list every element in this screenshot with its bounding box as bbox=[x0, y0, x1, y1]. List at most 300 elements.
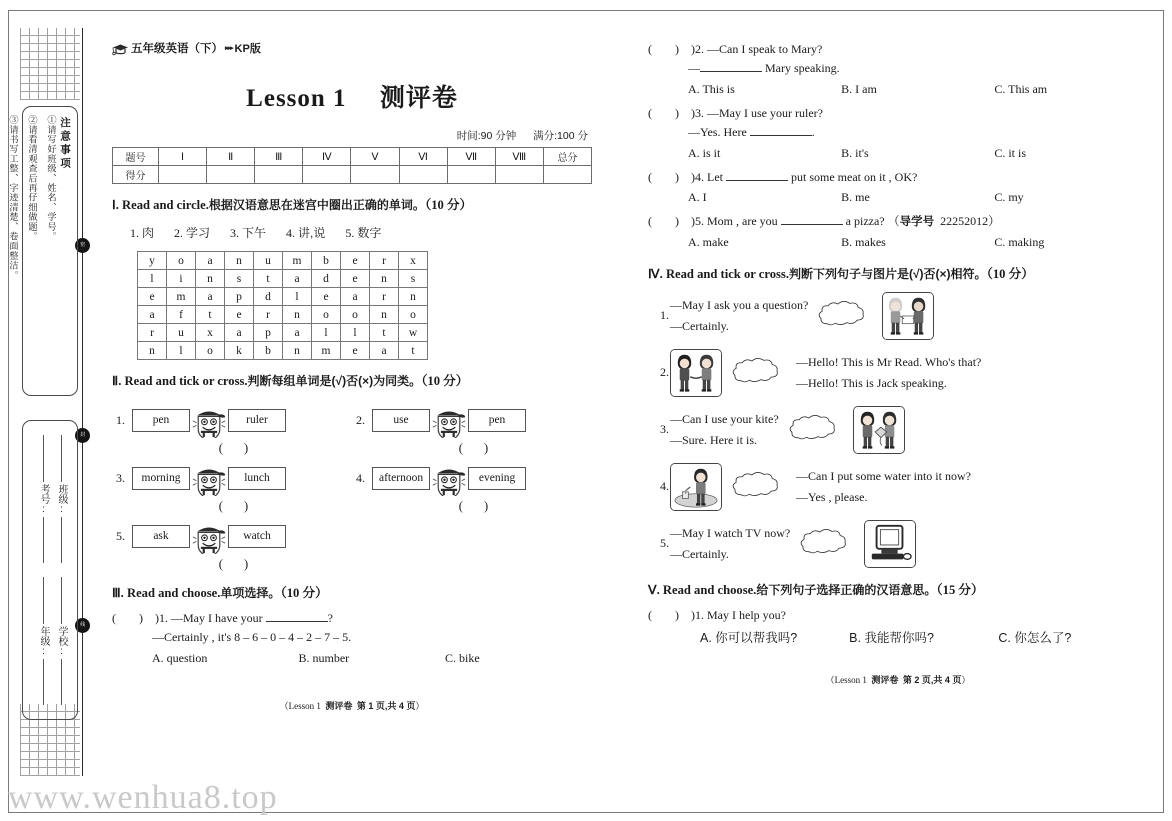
footer-paper-cn: 测评卷 bbox=[871, 675, 899, 686]
notice-title: 注意事项 bbox=[59, 117, 71, 171]
maze-cell[interactable]: a bbox=[138, 306, 167, 324]
picture-judgement-row bbox=[648, 520, 1148, 568]
score-col-total: 总分 bbox=[543, 148, 591, 166]
maze-cell[interactable]: m bbox=[167, 288, 196, 306]
field-rule bbox=[61, 577, 62, 624]
section-2-heading bbox=[112, 373, 592, 390]
pair-number: 2. bbox=[356, 412, 365, 427]
answer-blank[interactable] bbox=[726, 170, 788, 181]
maze-cell[interactable]: r bbox=[370, 288, 399, 306]
maze-row bbox=[138, 252, 428, 270]
sentence-line-2: —Hello! This is Jack speaking. bbox=[796, 375, 947, 390]
option-c[interactable]: C. my bbox=[994, 190, 1024, 205]
question-text: Let bbox=[707, 169, 726, 184]
seal-line bbox=[82, 28, 83, 776]
field-rule bbox=[43, 517, 44, 564]
word-box-left[interactable]: ask bbox=[132, 525, 190, 548]
maze-cell[interactable]: b bbox=[312, 252, 341, 270]
answer-bracket[interactable]: ( ) bbox=[458, 499, 498, 513]
notice-list bbox=[6, 115, 58, 387]
section-points: （15 分） bbox=[936, 582, 984, 597]
maze-cell[interactable]: e bbox=[341, 342, 370, 360]
picture-two-kids-talking bbox=[882, 292, 934, 340]
item-number: 4. bbox=[660, 479, 669, 494]
score-col-1: Ⅰ bbox=[159, 148, 207, 166]
list-item bbox=[230, 224, 266, 241]
options-3-1 bbox=[152, 651, 592, 666]
maze-cell[interactable]: a bbox=[283, 324, 312, 342]
score-col-7: Ⅶ bbox=[447, 148, 495, 166]
word-text: 讲,说 bbox=[298, 226, 326, 240]
score-row-label: 得分 bbox=[113, 166, 159, 184]
page-title bbox=[112, 78, 592, 114]
option-a[interactable]: A. question bbox=[152, 650, 208, 665]
section-title-cn: 判断每组单词是(√)否(×)为同类。 bbox=[247, 374, 422, 388]
options-3-2 bbox=[688, 82, 1148, 97]
page-footer-right bbox=[648, 673, 1148, 686]
sentence-line-2: —Certainly. bbox=[670, 546, 729, 561]
word-box-left[interactable]: use bbox=[372, 409, 430, 432]
maze-cell[interactable]: l bbox=[341, 324, 370, 342]
footer-close-paren: ） bbox=[961, 675, 971, 686]
score-table-value-row bbox=[113, 166, 592, 184]
maze-cell[interactable]: n bbox=[283, 306, 312, 324]
pair-group bbox=[112, 402, 352, 456]
pair-main bbox=[352, 460, 592, 496]
maze-cell[interactable]: l bbox=[312, 324, 341, 342]
maze-cell[interactable]: o bbox=[312, 306, 341, 324]
option-c[interactable]: C. making bbox=[994, 234, 1045, 249]
hatch-pattern-top bbox=[20, 28, 80, 100]
maze-cell[interactable]: r bbox=[138, 324, 167, 342]
option-c[interactable]: C. it is bbox=[994, 145, 1027, 160]
item-sentences bbox=[796, 466, 971, 508]
maze-cell[interactable]: m bbox=[283, 252, 312, 270]
word-box-right[interactable]: watch bbox=[228, 525, 286, 548]
word-index: 1. bbox=[130, 226, 139, 240]
section-points: （10 分） bbox=[421, 374, 469, 388]
sentence-line-1: —May I watch TV now? bbox=[670, 525, 791, 540]
pair-group bbox=[112, 518, 352, 572]
question-line-1: May I help you? bbox=[707, 607, 786, 622]
maze-cell[interactable]: n bbox=[370, 270, 399, 288]
thought-bubble-icon[interactable] bbox=[732, 472, 786, 502]
field-label: 班级: bbox=[56, 483, 67, 515]
answer-bracket[interactable]: ( ) bbox=[648, 42, 689, 56]
score-cell[interactable] bbox=[399, 166, 447, 184]
question-text: —May I have your bbox=[171, 611, 266, 625]
guide-number: 22252012 bbox=[940, 214, 989, 229]
question-line-1 bbox=[707, 214, 1000, 228]
question-number: )5. bbox=[691, 214, 704, 229]
maze-cell[interactable]: l bbox=[167, 342, 196, 360]
option-a[interactable]: A. is it bbox=[688, 145, 721, 160]
score-col-3: Ⅲ bbox=[255, 148, 303, 166]
field-exam-number[interactable] bbox=[38, 435, 49, 563]
section-title-cn: 单项选择。 bbox=[220, 586, 281, 600]
maze-cell[interactable]: a bbox=[196, 252, 225, 270]
item-sentences bbox=[796, 352, 981, 394]
maze-cell[interactable]: d bbox=[312, 270, 341, 288]
picture-two-kids-kite bbox=[853, 406, 905, 454]
maze-cell[interactable]: t bbox=[254, 270, 283, 288]
answer-blank[interactable] bbox=[781, 214, 843, 225]
score-col-2: Ⅱ bbox=[207, 148, 255, 166]
maze-cell[interactable]: a bbox=[283, 270, 312, 288]
maze-cell[interactable]: n bbox=[370, 306, 399, 324]
mascot-icon bbox=[191, 402, 227, 438]
maze-cell[interactable]: n bbox=[196, 270, 225, 288]
section-title-cn: 给下列句子选择正确的汉语意思。 bbox=[756, 582, 937, 597]
option-b[interactable]: B. me bbox=[841, 190, 870, 205]
word-maze-grid[interactable] bbox=[137, 251, 428, 360]
footer-lesson: Lesson 1 bbox=[288, 700, 321, 711]
maze-cell[interactable]: m bbox=[312, 342, 341, 360]
question-number: )1. bbox=[691, 607, 704, 622]
options-3-3 bbox=[688, 146, 1148, 161]
item-sentences bbox=[670, 295, 808, 337]
maze-cell[interactable]: u bbox=[167, 324, 196, 342]
pair-group bbox=[352, 518, 592, 572]
thought-bubble-icon[interactable] bbox=[818, 301, 872, 331]
pair-main bbox=[112, 518, 352, 554]
section-title-en: Read and circle. bbox=[122, 198, 209, 212]
question-number: )4. bbox=[691, 169, 704, 184]
pair-group bbox=[352, 460, 592, 514]
section-number: Ⅴ. bbox=[648, 582, 660, 597]
option-b[interactable]: B. I am bbox=[841, 81, 877, 96]
maze-cell[interactable]: t bbox=[196, 306, 225, 324]
answer-bracket[interactable]: ( ) bbox=[648, 169, 689, 184]
answer-bracket[interactable]: ( ) bbox=[218, 499, 258, 513]
score-row-label: 题号 bbox=[113, 148, 159, 166]
field-label: 考号: bbox=[38, 483, 49, 515]
maze-cell[interactable]: p bbox=[254, 324, 283, 342]
item-number: 1. bbox=[660, 308, 669, 323]
maze-cell[interactable]: d bbox=[254, 288, 283, 306]
maze-cell[interactable]: l bbox=[283, 288, 312, 306]
maze-cell[interactable]: o bbox=[399, 306, 428, 324]
section-5-heading bbox=[648, 582, 1148, 599]
word-text: 数字 bbox=[357, 226, 382, 240]
picture-boy-pouring-water bbox=[670, 463, 722, 511]
section-number: Ⅱ. bbox=[112, 374, 122, 388]
sentence-line-1: —May I ask you a question? bbox=[670, 297, 809, 312]
title-cn: 测评卷 bbox=[379, 85, 458, 112]
mascot-icon bbox=[191, 460, 227, 496]
score-table-header-row bbox=[113, 148, 592, 166]
pair-main bbox=[352, 402, 592, 438]
footer-open-paren: （ bbox=[825, 675, 835, 686]
section-points: （10 分） bbox=[424, 198, 473, 212]
maze-cell[interactable]: t bbox=[399, 342, 428, 360]
seal-mark-mi: 密 bbox=[75, 238, 90, 253]
option-c[interactable]: C. This am bbox=[994, 81, 1048, 96]
word-index: 2. bbox=[174, 226, 184, 240]
item-number: 5. bbox=[660, 536, 669, 551]
answer-bracket[interactable]: ( ) bbox=[648, 105, 689, 120]
pair-group bbox=[112, 460, 352, 514]
pair-number: 1. bbox=[116, 412, 125, 427]
word-text: 下午 bbox=[242, 226, 267, 240]
option-b[interactable]: B. it's bbox=[841, 145, 869, 160]
brand-edition-label: KP版 bbox=[234, 43, 261, 55]
notice-item-3: ③请书写工整、字迹清楚、卷面整洁。 bbox=[8, 115, 18, 280]
word-index: 3. bbox=[230, 226, 240, 240]
maze-cell[interactable]: n bbox=[283, 342, 312, 360]
word-text: 肉 bbox=[142, 226, 155, 240]
section-2-pairs bbox=[112, 402, 592, 572]
field-grade[interactable] bbox=[38, 577, 49, 705]
guide-label: 导学号 bbox=[899, 216, 935, 229]
question-text: . bbox=[811, 125, 815, 140]
sentence-line-1: —Can I use your kite? bbox=[670, 411, 779, 426]
section-title-en: Read and tick or cross. bbox=[665, 266, 789, 281]
field-rule bbox=[43, 577, 44, 624]
seal-mark-feng: 封 bbox=[75, 428, 90, 443]
option-a[interactable]: A. This is bbox=[688, 81, 735, 96]
thought-bubble-icon[interactable] bbox=[732, 358, 786, 388]
brand-arrow-icon: ▸▸▸ bbox=[225, 45, 233, 52]
maze-cell[interactable]: f bbox=[167, 306, 196, 324]
question-3-3 bbox=[648, 104, 1148, 143]
answer-bracket[interactable]: ( ) bbox=[648, 607, 689, 622]
section-title-en: Read and choose. bbox=[127, 586, 221, 600]
score-cell[interactable] bbox=[303, 166, 351, 184]
options-3-4 bbox=[688, 190, 1148, 205]
footer-page-number: 第 1 页,共 4 页 bbox=[356, 700, 416, 711]
maze-cell[interactable]: y bbox=[138, 252, 167, 270]
section-1-word-list bbox=[130, 224, 592, 241]
footer-page-number: 第 2 页,共 4 页 bbox=[902, 675, 962, 686]
word-box-right[interactable]: evening bbox=[468, 467, 526, 490]
option-b[interactable]: B. 我能帮你吗? bbox=[849, 631, 934, 646]
answer-bracket[interactable]: ( ) bbox=[218, 441, 258, 455]
maze-cell[interactable]: w bbox=[399, 324, 428, 342]
score-cell[interactable] bbox=[207, 166, 255, 184]
maze-cell[interactable]: e bbox=[341, 270, 370, 288]
sentence-line-2: —Sure. Here it is. bbox=[670, 432, 757, 447]
item-number: 3. bbox=[660, 422, 669, 437]
footer-open-paren: （ bbox=[279, 700, 289, 711]
answer-bracket[interactable]: ( ) bbox=[112, 611, 153, 625]
word-box-left[interactable]: afternoon bbox=[372, 467, 430, 490]
maze-cell[interactable]: n bbox=[225, 252, 254, 270]
answer-bracket[interactable]: ( ) bbox=[458, 441, 498, 455]
maze-cell[interactable]: i bbox=[167, 270, 196, 288]
maze-cell[interactable]: u bbox=[254, 252, 283, 270]
title-lesson: Lesson 1 bbox=[246, 85, 347, 112]
answer-bracket[interactable]: ( ) bbox=[218, 557, 258, 571]
list-item bbox=[174, 224, 210, 241]
word-index: 4. bbox=[286, 226, 296, 240]
section-4-items bbox=[648, 292, 1148, 568]
word-text: 学习 bbox=[186, 226, 211, 240]
score-cell[interactable] bbox=[159, 166, 207, 184]
maze-cell[interactable]: t bbox=[370, 324, 399, 342]
question-3-4 bbox=[648, 168, 1148, 187]
pair-group bbox=[352, 402, 592, 456]
mascot-icon bbox=[431, 460, 467, 496]
notice-item-2: ②请看清观查后再仔细做题。 bbox=[27, 115, 37, 242]
site-watermark: www.wenhua8.top bbox=[8, 779, 278, 816]
full-score-label: 满分:100 分 bbox=[533, 130, 588, 142]
item-sentences bbox=[670, 409, 779, 451]
maze-cell[interactable]: x bbox=[196, 324, 225, 342]
maze-row bbox=[138, 270, 428, 288]
question-number: )2. bbox=[691, 42, 704, 56]
question-text: —Yes. Here bbox=[688, 125, 750, 140]
left-column bbox=[112, 40, 592, 711]
option-c[interactable]: C. 你怎么了? bbox=[998, 631, 1072, 646]
list-item bbox=[345, 224, 381, 241]
footer-lesson: Lesson 1 bbox=[834, 675, 867, 686]
mascot-icon bbox=[191, 518, 227, 554]
maze-cell[interactable]: e bbox=[138, 288, 167, 306]
section-number: Ⅳ. bbox=[648, 266, 663, 281]
score-col-8: Ⅷ bbox=[495, 148, 543, 166]
option-c[interactable]: C. bike bbox=[445, 650, 480, 665]
option-a[interactable]: A. make bbox=[688, 234, 729, 249]
maze-cell[interactable]: e bbox=[341, 252, 370, 270]
item-sentences bbox=[670, 523, 790, 565]
answer-bracket[interactable]: ( ) bbox=[648, 214, 689, 229]
picture-judgement-row bbox=[648, 406, 1148, 454]
question-3-2 bbox=[648, 40, 1148, 79]
field-label: 年级: bbox=[38, 625, 49, 657]
sentence-line-2: —Yes , please. bbox=[796, 489, 868, 504]
picture-judgement-row bbox=[648, 463, 1148, 511]
sentence-line-1: —Hello! This is Mr Read. Who's that? bbox=[796, 354, 982, 369]
answer-blank[interactable] bbox=[266, 611, 328, 622]
section-4-heading bbox=[648, 266, 1148, 283]
maze-cell[interactable]: n bbox=[138, 342, 167, 360]
maze-cell[interactable]: a bbox=[196, 288, 225, 306]
pair-number: 5. bbox=[116, 528, 125, 543]
time-limit-label: 时间:90 分钟 bbox=[456, 130, 517, 142]
field-label: 学校: bbox=[56, 625, 67, 657]
field-school[interactable] bbox=[56, 577, 67, 705]
graduation-cap-icon bbox=[112, 43, 129, 56]
section-title-en: Read and choose. bbox=[662, 582, 757, 597]
sentence-line-1: —Can I put some water into it now? bbox=[796, 468, 971, 483]
maze-cell[interactable]: a bbox=[341, 288, 370, 306]
option-a[interactable]: A. I bbox=[688, 190, 707, 205]
maze-cell[interactable]: e bbox=[225, 306, 254, 324]
word-box-left[interactable]: pen bbox=[132, 409, 190, 432]
item-number: 2. bbox=[660, 365, 669, 380]
right-column bbox=[648, 40, 1148, 686]
question-3-1 bbox=[112, 609, 592, 648]
picture-judgement-row bbox=[648, 349, 1148, 397]
brand-header bbox=[112, 40, 592, 56]
answer-blank[interactable] bbox=[750, 125, 812, 136]
maze-cell[interactable]: e bbox=[312, 288, 341, 306]
maze-row bbox=[138, 342, 428, 360]
score-cell[interactable] bbox=[255, 166, 303, 184]
maze-row bbox=[138, 288, 428, 306]
picture-judgement-row bbox=[648, 292, 1148, 340]
maze-cell[interactable]: l bbox=[138, 270, 167, 288]
question-text: Mary speaking. bbox=[762, 61, 840, 76]
maze-cell[interactable]: o bbox=[341, 306, 370, 324]
maze-cell[interactable]: o bbox=[167, 252, 196, 270]
field-class[interactable] bbox=[56, 435, 67, 563]
maze-cell[interactable]: a bbox=[225, 324, 254, 342]
question-text: a pizza? bbox=[842, 214, 885, 229]
option-a[interactable]: A. 你可以帮我吗? bbox=[700, 631, 798, 646]
section-3-heading bbox=[112, 585, 592, 602]
question-number: )1. bbox=[155, 611, 168, 625]
maze-cell[interactable]: p bbox=[225, 288, 254, 306]
maze-cell[interactable]: o bbox=[196, 342, 225, 360]
maze-cell[interactable]: b bbox=[254, 342, 283, 360]
option-b[interactable]: B. number bbox=[298, 650, 350, 665]
maze-cell[interactable]: x bbox=[399, 252, 428, 270]
maze-cell[interactable]: s bbox=[399, 270, 428, 288]
word-box-left[interactable]: morning bbox=[132, 467, 190, 490]
question-line-2: —Certainly , it's 8 – 6 – 0 – 4 – 2 – 7 – 5. bbox=[152, 630, 352, 645]
question-text: put some meat on it , OK? bbox=[788, 169, 918, 184]
options-5-1 bbox=[700, 628, 1148, 646]
page-footer-left bbox=[112, 699, 592, 712]
section-title-en: Read and tick or cross. bbox=[124, 374, 248, 388]
maze-cell[interactable]: k bbox=[225, 342, 254, 360]
guide-number-badge: （导学号 22252012） bbox=[887, 214, 1001, 229]
score-cell[interactable] bbox=[495, 166, 543, 184]
field-rule bbox=[61, 659, 62, 706]
thought-bubble-icon[interactable] bbox=[789, 415, 843, 445]
maze-cell[interactable]: n bbox=[399, 288, 428, 306]
pair-number: 3. bbox=[116, 470, 125, 485]
question-3-5 bbox=[648, 212, 1148, 232]
maze-cell[interactable]: a bbox=[370, 342, 399, 360]
seal-mark-xian: 线 bbox=[75, 618, 90, 633]
footer-close-paren: ） bbox=[415, 700, 425, 711]
word-box-right[interactable]: lunch bbox=[228, 467, 286, 490]
word-box-right[interactable]: pen bbox=[468, 409, 526, 432]
maze-cell[interactable]: r bbox=[370, 252, 399, 270]
thought-bubble-icon[interactable] bbox=[800, 529, 854, 559]
pair-row bbox=[112, 402, 592, 456]
score-cell[interactable] bbox=[543, 166, 591, 184]
notice-box bbox=[8, 106, 78, 396]
section-1-heading bbox=[112, 197, 592, 214]
section-title-cn: 根据汉语意思在迷宫中圈出正确的单词。 bbox=[208, 198, 425, 212]
notice-item-1: ①请写好班级、姓名、学号。 bbox=[46, 115, 56, 242]
section-number: Ⅰ. bbox=[112, 198, 119, 212]
maze-cell[interactable]: s bbox=[225, 270, 254, 288]
answer-blank[interactable] bbox=[700, 61, 762, 72]
picture-tv-computer bbox=[864, 520, 916, 568]
pair-number: 4. bbox=[356, 470, 365, 485]
question-line-1: —Can I speak to Mary? bbox=[707, 42, 823, 56]
score-col-4: Ⅳ bbox=[303, 148, 351, 166]
word-box-right[interactable]: ruler bbox=[228, 409, 286, 432]
question-line-1 bbox=[171, 611, 333, 625]
pair-main bbox=[112, 402, 352, 438]
footer-paper-cn: 测评卷 bbox=[325, 700, 353, 711]
score-col-6: Ⅵ bbox=[399, 148, 447, 166]
maze-cell[interactable]: r bbox=[254, 306, 283, 324]
options-3-5 bbox=[688, 235, 1148, 250]
score-cell[interactable] bbox=[351, 166, 399, 184]
sentence-line-2: —Certainly. bbox=[670, 318, 729, 333]
option-b[interactable]: B. makes bbox=[841, 234, 886, 249]
question-number: )3. bbox=[691, 105, 704, 120]
score-col-5: Ⅴ bbox=[351, 148, 399, 166]
score-cell[interactable] bbox=[447, 166, 495, 184]
